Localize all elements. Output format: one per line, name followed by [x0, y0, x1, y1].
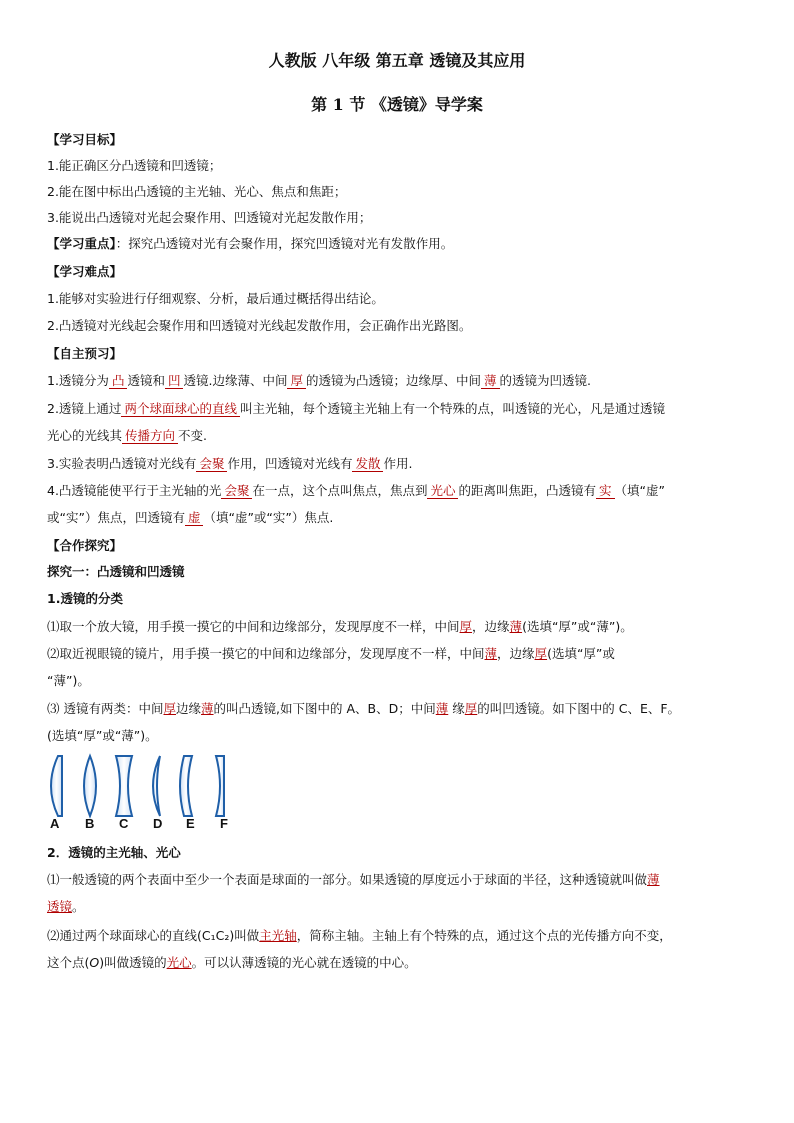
answer-blank: 厚	[287, 373, 306, 389]
goal-item: 1.能正确区分凸透镜和凹透镜；	[47, 158, 222, 173]
lens-c	[116, 756, 132, 816]
explore-p3-cont: (选填“厚”或“薄”)。	[47, 728, 158, 743]
answer-blank: 薄	[481, 373, 500, 389]
preview-q4-cont	[47, 509, 757, 527]
explore-p4-cont	[47, 898, 757, 916]
answer-blank: 凸	[109, 373, 128, 389]
answer-blank: 虚	[185, 510, 204, 526]
text: 这个点(	[47, 955, 90, 970]
text: 的叫凸透镜,如下图中的 A、B、D；中间	[213, 701, 436, 716]
explore-heading: 【合作探究】	[47, 538, 123, 553]
lens-e	[180, 756, 192, 816]
text: (选填“厚”或	[547, 646, 615, 661]
preview-q1	[47, 372, 757, 390]
text: 3.实验表明凸透镜对光线有	[47, 456, 197, 471]
text: 4.凸透镜能使平行于主光轴的光	[47, 483, 222, 498]
text: 在一点，这个点叫焦点，焦点到	[252, 483, 428, 498]
answer: 薄	[647, 872, 660, 887]
answer-blank: 会聚	[196, 456, 227, 472]
answer-blank: 传播方向	[122, 428, 178, 444]
answer: 薄	[201, 701, 214, 716]
difficulty-heading: 【学习难点】	[47, 264, 123, 279]
focus-text: ：探究凸透镜对光有会聚作用，探究凹透镜对光有发散作用。	[115, 236, 454, 251]
text: 边缘	[176, 701, 202, 716]
text: ⑴一般透镜的两个表面中至少一个表面是球面的一部分。如果透镜的厚度远小于球面的半径，这种透镜就叫做	[47, 872, 648, 887]
answer: 薄	[509, 619, 523, 634]
text: (选填“厚”或“薄”)。	[522, 619, 633, 634]
text: 作用.	[383, 456, 413, 471]
text: 叫主光轴，每个透镜主光轴上有一个特殊的点，叫透镜的光心，凡是通过透镜	[239, 401, 665, 416]
explore-p1	[47, 618, 757, 636]
text: ⑴取一个放大镜，用手摸一摸它的中间和边缘部分，发现厚度不一样，中间	[47, 619, 460, 634]
focus-line	[47, 235, 757, 253]
answer-blank: 实	[596, 483, 615, 499]
goals-heading: 【学习目标】	[47, 132, 123, 147]
lens-label: B	[85, 816, 95, 831]
lens-a	[51, 756, 62, 816]
answer-blank: 两个球面球心的直线	[121, 401, 240, 417]
text: 或“实”）焦点，凹透镜有	[47, 510, 185, 525]
text: 的距离叫焦距，凸透镜有	[458, 483, 596, 498]
difficulty-item: 2.凸透镜对光线起会聚作用和凹透镜对光线起发散作用，会正确作出光路图。	[47, 318, 472, 333]
text: ⑵取近视眼镜的镜片，用手摸一摸它的中间和边缘部分，发现厚度不一样，中间	[47, 646, 485, 661]
answer-blank: 会聚	[221, 483, 252, 499]
text: 光心的光线其	[47, 428, 123, 443]
explore-p5-cont	[47, 954, 757, 972]
explore-p5	[47, 927, 757, 945]
answer-blank: 凹	[165, 373, 184, 389]
explore-part1: 探究一：凸透镜和凹透镜	[47, 564, 185, 579]
answer: 薄	[484, 646, 498, 661]
text: 不变.	[178, 428, 208, 443]
lens-label: E	[186, 816, 195, 831]
answer-blank: 光心	[427, 483, 458, 499]
text: 1.透镜分为	[47, 373, 109, 388]
text: ，边缘	[472, 619, 510, 634]
text: ⑶ 透镜有两类：中间	[47, 701, 164, 716]
text: 。	[72, 899, 85, 914]
goal-item: 3.能说出凸透镜对光起会聚作用、凹透镜对光起发散作用；	[47, 210, 372, 225]
lens-label: A	[50, 816, 60, 831]
text: 的叫凹透镜。如下图中的 C、E、F。	[477, 701, 681, 716]
answer: 厚	[464, 701, 478, 716]
text: （填“虚”	[614, 483, 665, 498]
answer: 光心	[166, 955, 192, 970]
text: ，边缘	[497, 646, 535, 661]
document-title: 人教版 八年级 第五章 透镜及其应用	[268, 51, 526, 70]
answer: 厚	[534, 646, 548, 661]
lens-label: D	[153, 816, 163, 831]
lens-label: F	[220, 816, 228, 831]
text: 的透镜为凸透镜；边缘厚、中间	[305, 373, 481, 388]
lens-figure	[44, 752, 244, 832]
text: )叫做透镜的	[99, 955, 167, 970]
lens-b	[84, 756, 96, 816]
text: 作用，凹透镜对光线有	[227, 456, 353, 471]
text: O	[89, 955, 100, 970]
answer: 主光轴	[259, 928, 297, 943]
text: 透镜和	[127, 373, 165, 388]
section-1-title: 1.透镜的分类	[47, 591, 123, 606]
text: ⑵通过两个球面球心的直线(C₁C₂)叫做	[47, 928, 260, 943]
answer: 厚	[459, 619, 473, 634]
answer-blank: 发散	[352, 456, 383, 472]
text: 缘	[448, 701, 465, 716]
lens-label: C	[119, 816, 129, 831]
difficulty-item: 1.能够对实验进行仔细观察、分析，最后通过概括得出结论。	[47, 291, 384, 306]
explore-p4	[47, 871, 757, 889]
section-2-title: 2．透镜的主光轴、光心	[47, 845, 181, 860]
preview-q2	[47, 400, 757, 418]
text: 的透镜为凹透镜.	[499, 373, 591, 388]
document-subtitle: 第 1 节 《透镜》导学案	[311, 95, 483, 114]
explore-p2	[47, 645, 757, 663]
lens-labels	[44, 816, 244, 832]
preview-q4	[47, 482, 757, 500]
focus-heading: 【学习重点】	[47, 236, 116, 251]
text: 透镜.边缘薄、中间	[183, 373, 288, 388]
lens-d	[153, 756, 160, 816]
explore-p3	[47, 700, 757, 718]
answer: 厚	[163, 701, 176, 716]
answer: 透镜	[47, 899, 73, 914]
explore-p2-cont: “薄”)。	[47, 673, 90, 688]
lens-f	[216, 756, 224, 816]
text: 2.透镜上通过	[47, 401, 122, 416]
text: ，简称主轴。主轴上有个特殊的点，通过这个点的光传播方向不变，	[296, 928, 672, 943]
preview-q2-cont	[47, 427, 757, 445]
text: 。可以认薄透镜的光心就在透镜的中心。	[191, 955, 417, 970]
text: （填“虚”或“实”）焦点.	[203, 510, 334, 525]
preview-heading: 【自主预习】	[47, 346, 123, 361]
preview-q3	[47, 455, 757, 473]
answer: 薄	[435, 701, 449, 716]
goal-item: 2.能在图中标出凸透镜的主光轴、光心、焦点和焦距；	[47, 184, 347, 199]
